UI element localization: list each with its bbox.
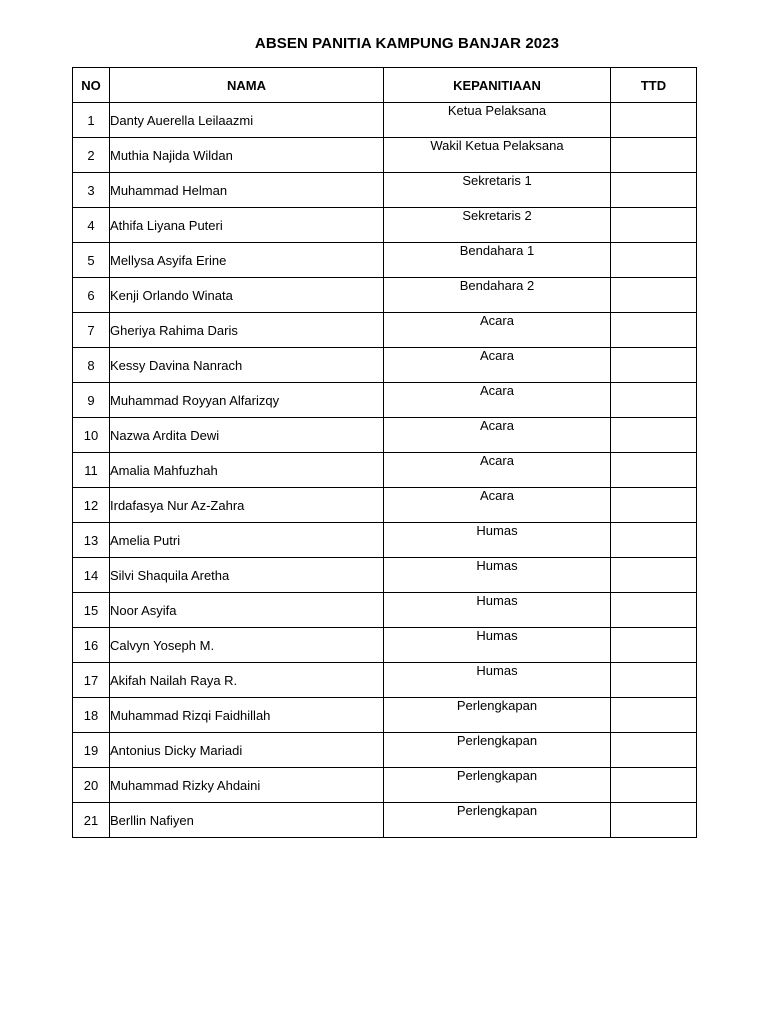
table-row [73, 243, 697, 278]
committee-role: Sekretaris 2 [384, 208, 611, 243]
table-row [73, 103, 697, 138]
table-row [73, 278, 697, 313]
row-number: 20 [73, 768, 110, 803]
row-number: 12 [73, 488, 110, 523]
committee-role: Wakil Ketua Pelaksana [384, 138, 611, 173]
table-row [73, 453, 697, 488]
row-number: 13 [73, 523, 110, 558]
committee-role: Humas [384, 593, 611, 628]
signature-cell [611, 138, 697, 173]
signature-cell [611, 243, 697, 278]
table-row [73, 138, 697, 173]
signature-cell [611, 383, 697, 418]
row-number: 9 [73, 383, 110, 418]
row-number: 7 [73, 313, 110, 348]
signature-cell [611, 733, 697, 768]
table-row [73, 348, 697, 383]
row-number: 19 [73, 733, 110, 768]
member-name: Kessy Davina Nanrach [110, 348, 384, 383]
signature-cell [611, 278, 697, 313]
member-name: Nazwa Ardita Dewi [110, 418, 384, 453]
signature-cell [611, 208, 697, 243]
signature-cell [611, 558, 697, 593]
table-row [73, 628, 697, 663]
row-number: 6 [73, 278, 110, 313]
table-row [73, 733, 697, 768]
table-row [73, 663, 697, 698]
committee-role: Acara [384, 313, 611, 348]
signature-cell [611, 453, 697, 488]
header-ttd: TTD [611, 68, 697, 103]
row-number: 15 [73, 593, 110, 628]
table-row [73, 208, 697, 243]
committee-role: Ketua Pelaksana [384, 103, 611, 138]
attendance-table [72, 67, 697, 838]
table-body [73, 103, 697, 838]
member-name: Amelia Putri [110, 523, 384, 558]
table-row [73, 488, 697, 523]
committee-role: Humas [384, 523, 611, 558]
table-row [73, 593, 697, 628]
row-number: 18 [73, 698, 110, 733]
table-row [73, 768, 697, 803]
table-row [73, 383, 697, 418]
row-number: 2 [73, 138, 110, 173]
committee-role: Acara [384, 488, 611, 523]
member-name: Irdafasya Nur Az-Zahra [110, 488, 384, 523]
committee-role: Acara [384, 453, 611, 488]
member-name: Muhammad Helman [110, 173, 384, 208]
member-name: Danty Auerella Leilaazmi [110, 103, 384, 138]
member-name: Amalia Mahfuzhah [110, 453, 384, 488]
committee-role: Perlengkapan [384, 698, 611, 733]
signature-cell [611, 628, 697, 663]
signature-cell [611, 313, 697, 348]
table-row [73, 418, 697, 453]
committee-role: Acara [384, 383, 611, 418]
table-row [73, 523, 697, 558]
committee-role: Humas [384, 663, 611, 698]
member-name: Mellysa Asyifa Erine [110, 243, 384, 278]
committee-role: Humas [384, 628, 611, 663]
header-nama: NAMA [110, 68, 384, 103]
row-number: 21 [73, 803, 110, 838]
member-name: Muhammad Royyan Alfarizqy [110, 383, 384, 418]
signature-cell [611, 663, 697, 698]
member-name: Akifah Nailah Raya R. [110, 663, 384, 698]
committee-role: Humas [384, 558, 611, 593]
signature-cell [611, 593, 697, 628]
committee-role: Acara [384, 348, 611, 383]
row-number: 11 [73, 453, 110, 488]
signature-cell [611, 348, 697, 383]
row-number: 17 [73, 663, 110, 698]
table-row [73, 558, 697, 593]
table-header-row [73, 68, 697, 103]
member-name: Muhammad Rizky Ahdaini [110, 768, 384, 803]
table-row [73, 698, 697, 733]
committee-role: Acara [384, 418, 611, 453]
member-name: Athifa Liyana Puteri [110, 208, 384, 243]
member-name: Antonius Dicky Mariadi [110, 733, 384, 768]
committee-role: Perlengkapan [384, 768, 611, 803]
row-number: 14 [73, 558, 110, 593]
member-name: Muthia Najida Wildan [110, 138, 384, 173]
member-name: Berllin Nafiyen [110, 803, 384, 838]
row-number: 5 [73, 243, 110, 278]
committee-role: Bendahara 1 [384, 243, 611, 278]
row-number: 10 [73, 418, 110, 453]
row-number: 4 [73, 208, 110, 243]
committee-role: Perlengkapan [384, 803, 611, 838]
member-name: Kenji Orlando Winata [110, 278, 384, 313]
row-number: 16 [73, 628, 110, 663]
signature-cell [611, 488, 697, 523]
committee-role: Perlengkapan [384, 733, 611, 768]
table-row [73, 313, 697, 348]
row-number: 8 [73, 348, 110, 383]
header-kepanitiaan: KEPANITIAAN [384, 68, 611, 103]
committee-role: Sekretaris 1 [384, 173, 611, 208]
member-name: Calvyn Yoseph M. [110, 628, 384, 663]
signature-cell [611, 768, 697, 803]
page-title: ABSEN PANITIA KAMPUNG BANJAR 2023 [254, 35, 560, 52]
row-number: 1 [73, 103, 110, 138]
member-name: Silvi Shaquila Aretha [110, 558, 384, 593]
signature-cell [611, 698, 697, 733]
signature-cell [611, 803, 697, 838]
header-no: NO [73, 68, 110, 103]
table-row [73, 173, 697, 208]
signature-cell [611, 418, 697, 453]
signature-cell [611, 103, 697, 138]
committee-role: Bendahara 2 [384, 278, 611, 313]
member-name: Gheriya Rahima Daris [110, 313, 384, 348]
member-name: Noor Asyifa [110, 593, 384, 628]
signature-cell [611, 523, 697, 558]
row-number: 3 [73, 173, 110, 208]
member-name: Muhammad Rizqi Faidhillah [110, 698, 384, 733]
signature-cell [611, 173, 697, 208]
table-row [73, 803, 697, 838]
